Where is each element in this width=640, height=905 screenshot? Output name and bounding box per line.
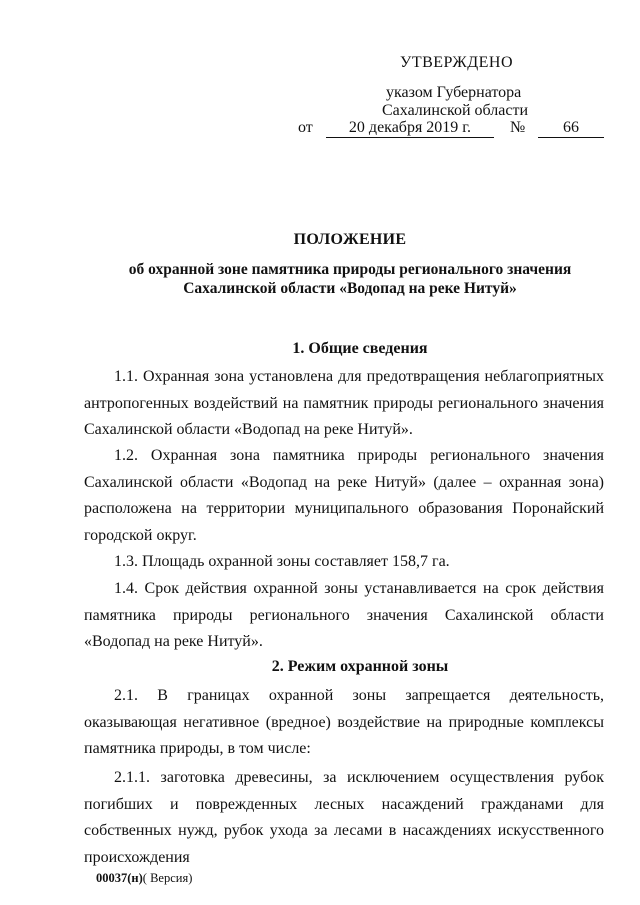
- approval-line-region: Сахалинской области: [382, 102, 529, 119]
- paragraph-1-1: 1.1. Охранная зона установлена для предотвращения неблагоприятных антропогенных воздействий на памятник природы регионального значения Сахалинской области «Водопад на реке Нитуй».: [84, 368, 604, 438]
- footer-version-label: ( Версия): [142, 871, 193, 885]
- document-title: ПОЛОЖЕНИЕ: [293, 231, 407, 248]
- paragraph-2-1: 2.1. В границах охранной зоны запрещается деятельность, оказывающая негативное (вредное) воздействие на природные комплексы памятника природы, в том числе:: [84, 687, 604, 757]
- decree-number: 66: [538, 119, 604, 138]
- paragraph-1-2: 1.2. Охранная зона памятника природы регионального значения Сахалинской области «Водопад на реке Нитуй» (далее – охранная зона) расположена на территории муниципального образования Поронайский городской округ.: [84, 447, 604, 544]
- approval-date: 20 декабря 2019 г.: [326, 119, 494, 138]
- paragraph-2-1-1: 2.1.1. заготовка древесины, за исключением осуществления рубок погибших и поврежденных лесных насаждений гражданами для собственных нужд, рубок ухода за лесами в насаждениях искусственного происхождения: [84, 769, 604, 866]
- from-label: от: [298, 119, 313, 136]
- footer-code: 00037(н): [96, 871, 143, 885]
- paragraph-1-3: 1.3. Площадь охранной зоны составляет 158,7 га.: [114, 553, 450, 570]
- section-heading-regime: 2. Режим охранной зоны: [271, 658, 449, 675]
- approval-line-governor: указом Губернатора: [386, 84, 522, 101]
- document-subtitle-line1: об охранной зоне памятника природы регионального значения: [128, 261, 572, 278]
- section-heading-general: 1. Общие сведения: [292, 340, 428, 357]
- number-label: №: [510, 119, 526, 136]
- footer-version: [96, 871, 192, 886]
- approval-date-row: [298, 119, 618, 141]
- paragraph-1-4: 1.4. Срок действия охранной зоны устанавливается на срок действия памятника природы регионального значения Сахалинской области «Водопад на реке Нитуй».: [84, 580, 604, 650]
- document-subtitle-line2: Сахалинской области «Водопад на реке Нитуй»: [183, 280, 517, 297]
- approval-stamp-title: УТВЕРЖДЕНО: [400, 54, 514, 71]
